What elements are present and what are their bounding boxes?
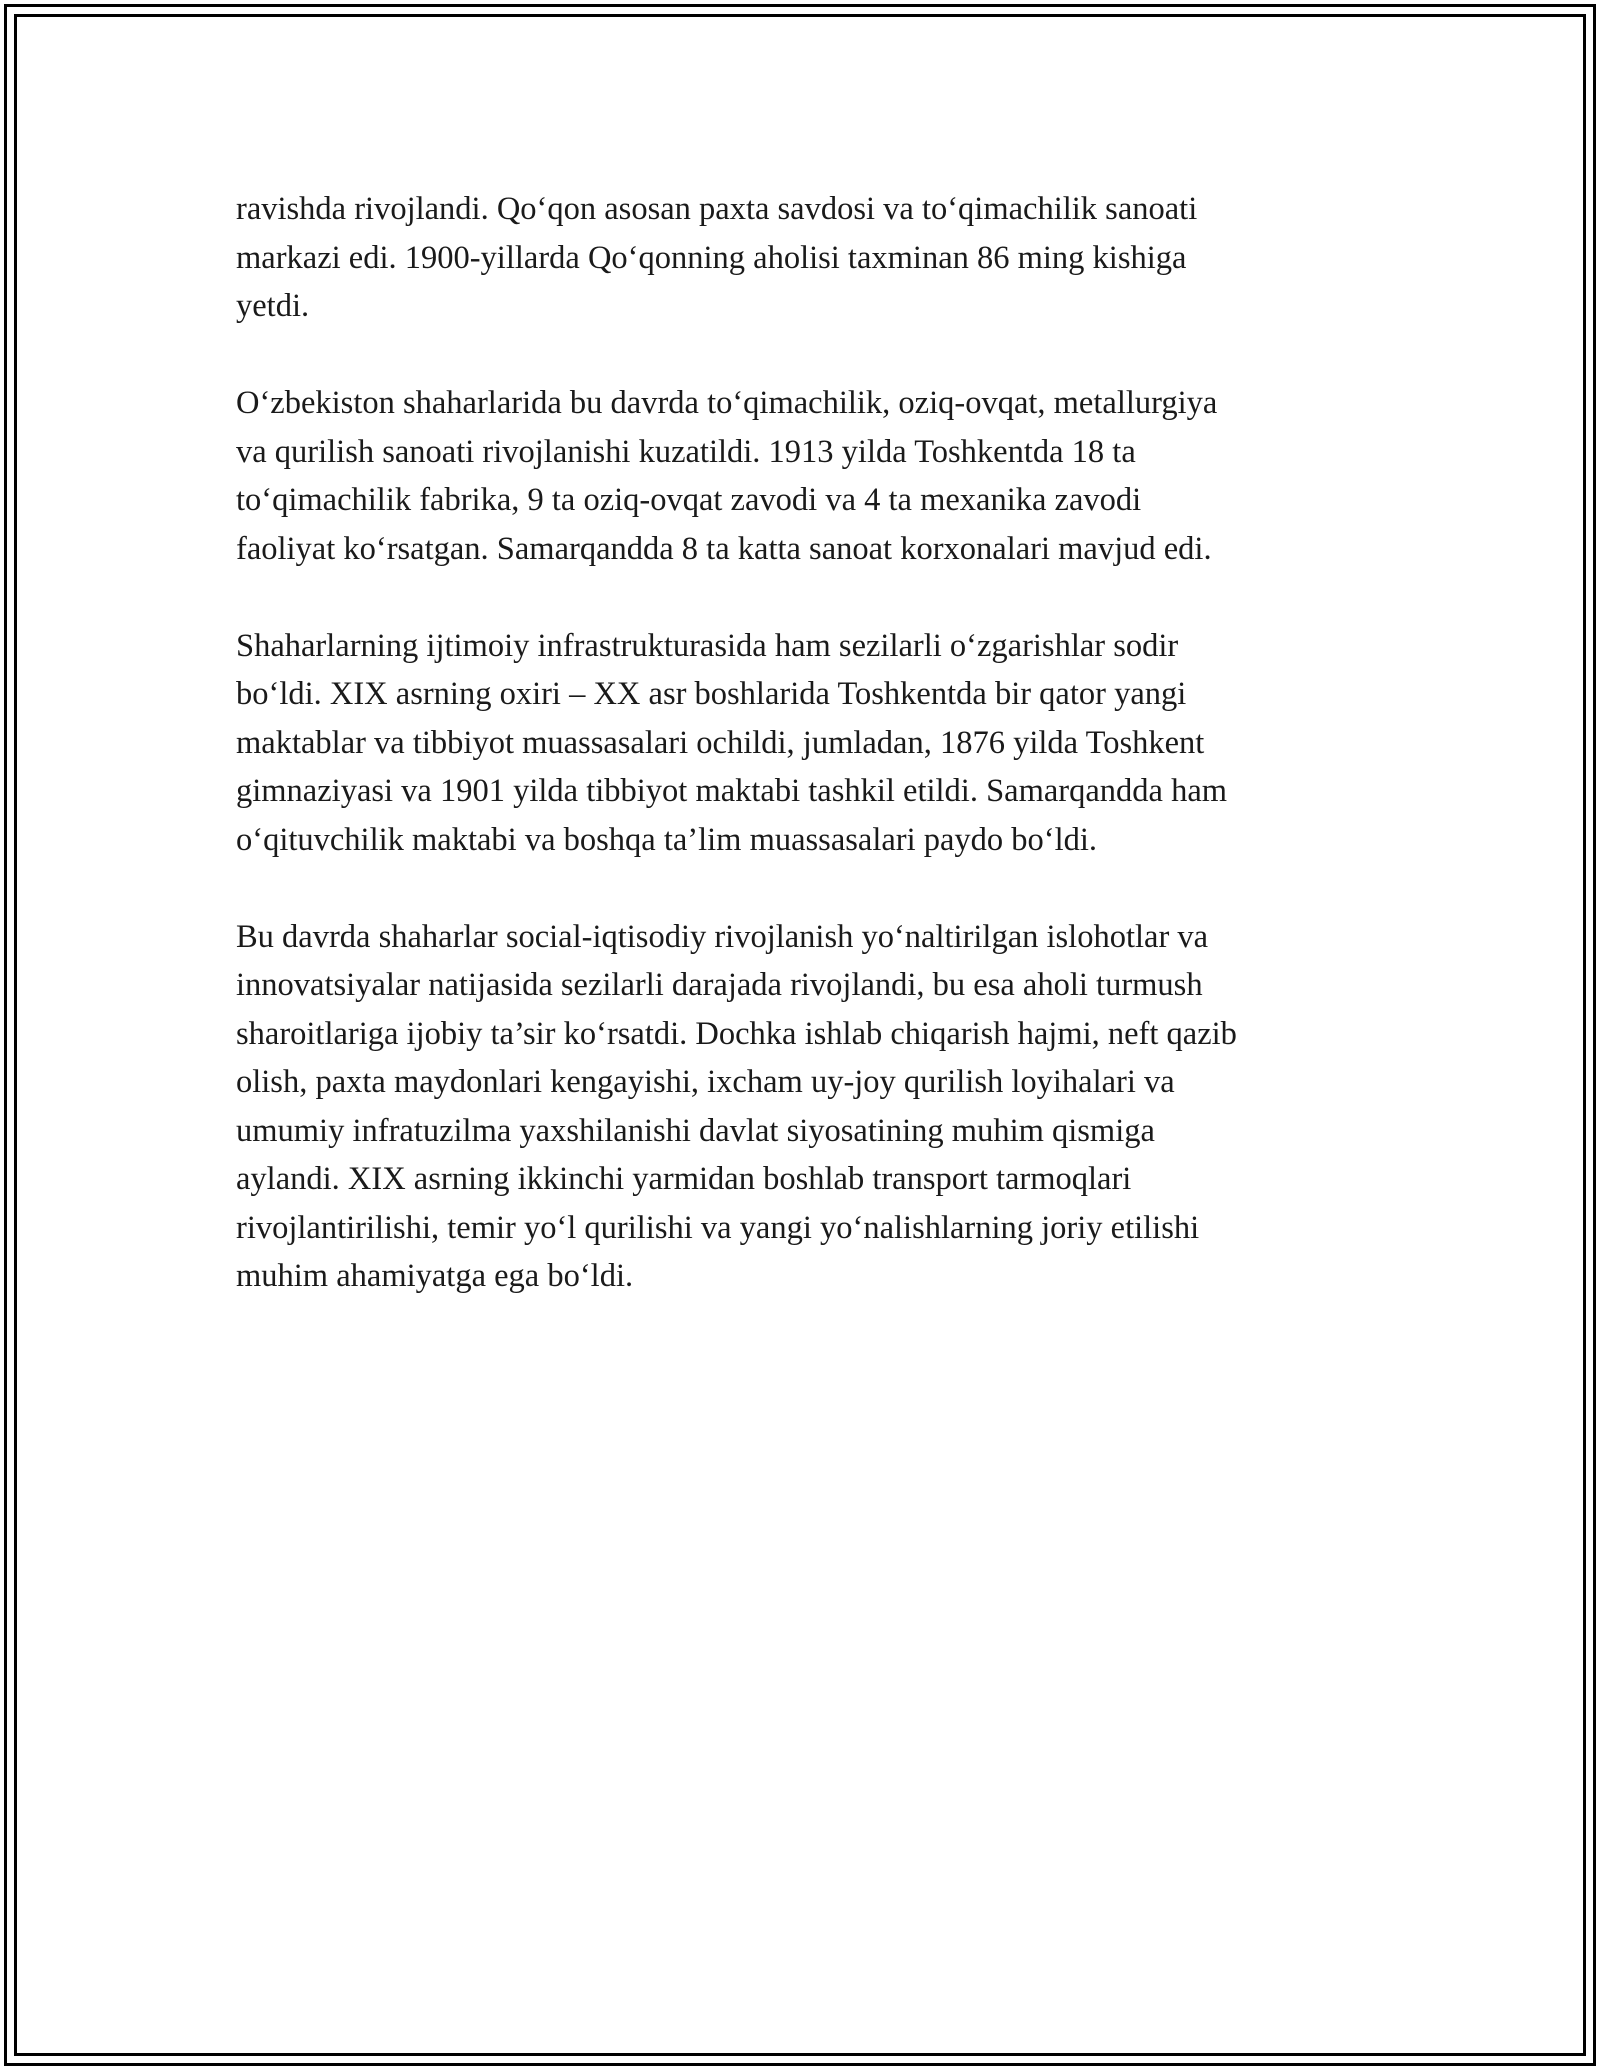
paragraph-3 [236,622,1386,865]
text-line: muhim ahamiyatga ega bo‘ldi. [236,1258,634,1294]
text-line: gimnaziyasi va 1901 yilda tibbiyot maktabi tashkil etildi. Samarqandda ham [236,773,1228,809]
text-line: faoliyat ko‘rsatgan. Samarqandda 8 ta katta sanoat korxonalari mavjud edi. [236,530,1212,567]
text-line: ravishda rivojlandi. Qo‘qon asosan paxta savdosi va to‘qimachilik sanoati [236,191,1198,227]
paragraph-4 [236,913,1386,1301]
paragraph-2 [236,379,1386,573]
text-line: olish, paxta maydonlari kengayishi, ixcham uy-joy qurilish loyihalari va [236,1064,1175,1100]
paragraph-1 [236,185,1386,331]
text-line: sharoitlariga ijobiy ta’sir ko‘rsatdi. Dochka ishlab chiqarish hajmi, neft qazib [236,1015,1237,1052]
text-line: Shaharlarning ijtimoiy infrastrukturasida ham sezilarli o‘zgarishlar sodir [236,627,1179,664]
text-line: umumiy infratuzilma yaxshilanishi davlat siyosatining muhim qismiga [236,1112,1155,1149]
text-line: markazi edi. 1900-yillarda Qo‘qonning aholisi taxminan 86 ming kishiga [236,239,1187,276]
text-line: o‘qituvchilik maktabi va boshqa ta’lim muassasalari paydo bo‘ldi. [236,821,1098,858]
text-line: va qurilish sanoati rivojlanishi kuzatildi. 1913 yilda Toshkentda 18 ta [236,433,1136,470]
text-line: rivojlantirilishi, temir yo‘l qurilishi va yangi yo‘nalishlarning joriy etilishi [236,1209,1200,1246]
text-line: O‘zbekiston shaharlarida bu davrda to‘qimachilik, oziq-ovqat, metallurgiya [236,385,1218,421]
text-line: to‘qimachilik fabrika, 9 ta oziq-ovqat zavodi va 4 ta mexanika zavodi [236,482,1142,518]
text-line: maktablar va tibbiyot muassasalari ochildi, jumladan, 1876 yilda Toshkent [236,724,1205,761]
text-line: bo‘ldi. XIX asrning oxiri – XX asr boshlarida Toshkentda bir qator yangi [236,676,1187,712]
text-line: Bu davrda shaharlar social-iqtisodiy rivojlanish yo‘naltirilgan islohotlar va [236,918,1209,955]
text-line: innovatsiyalar natijasida sezilarli darajada rivojlandi, bu esa aholi turmush [236,967,1203,1003]
text-line: yetdi. [236,288,310,324]
text-line: aylandi. XIX asrning ikkinchi yarmidan boshlab transport tarmoqlari [236,1161,1132,1197]
document-body [236,185,1386,1349]
